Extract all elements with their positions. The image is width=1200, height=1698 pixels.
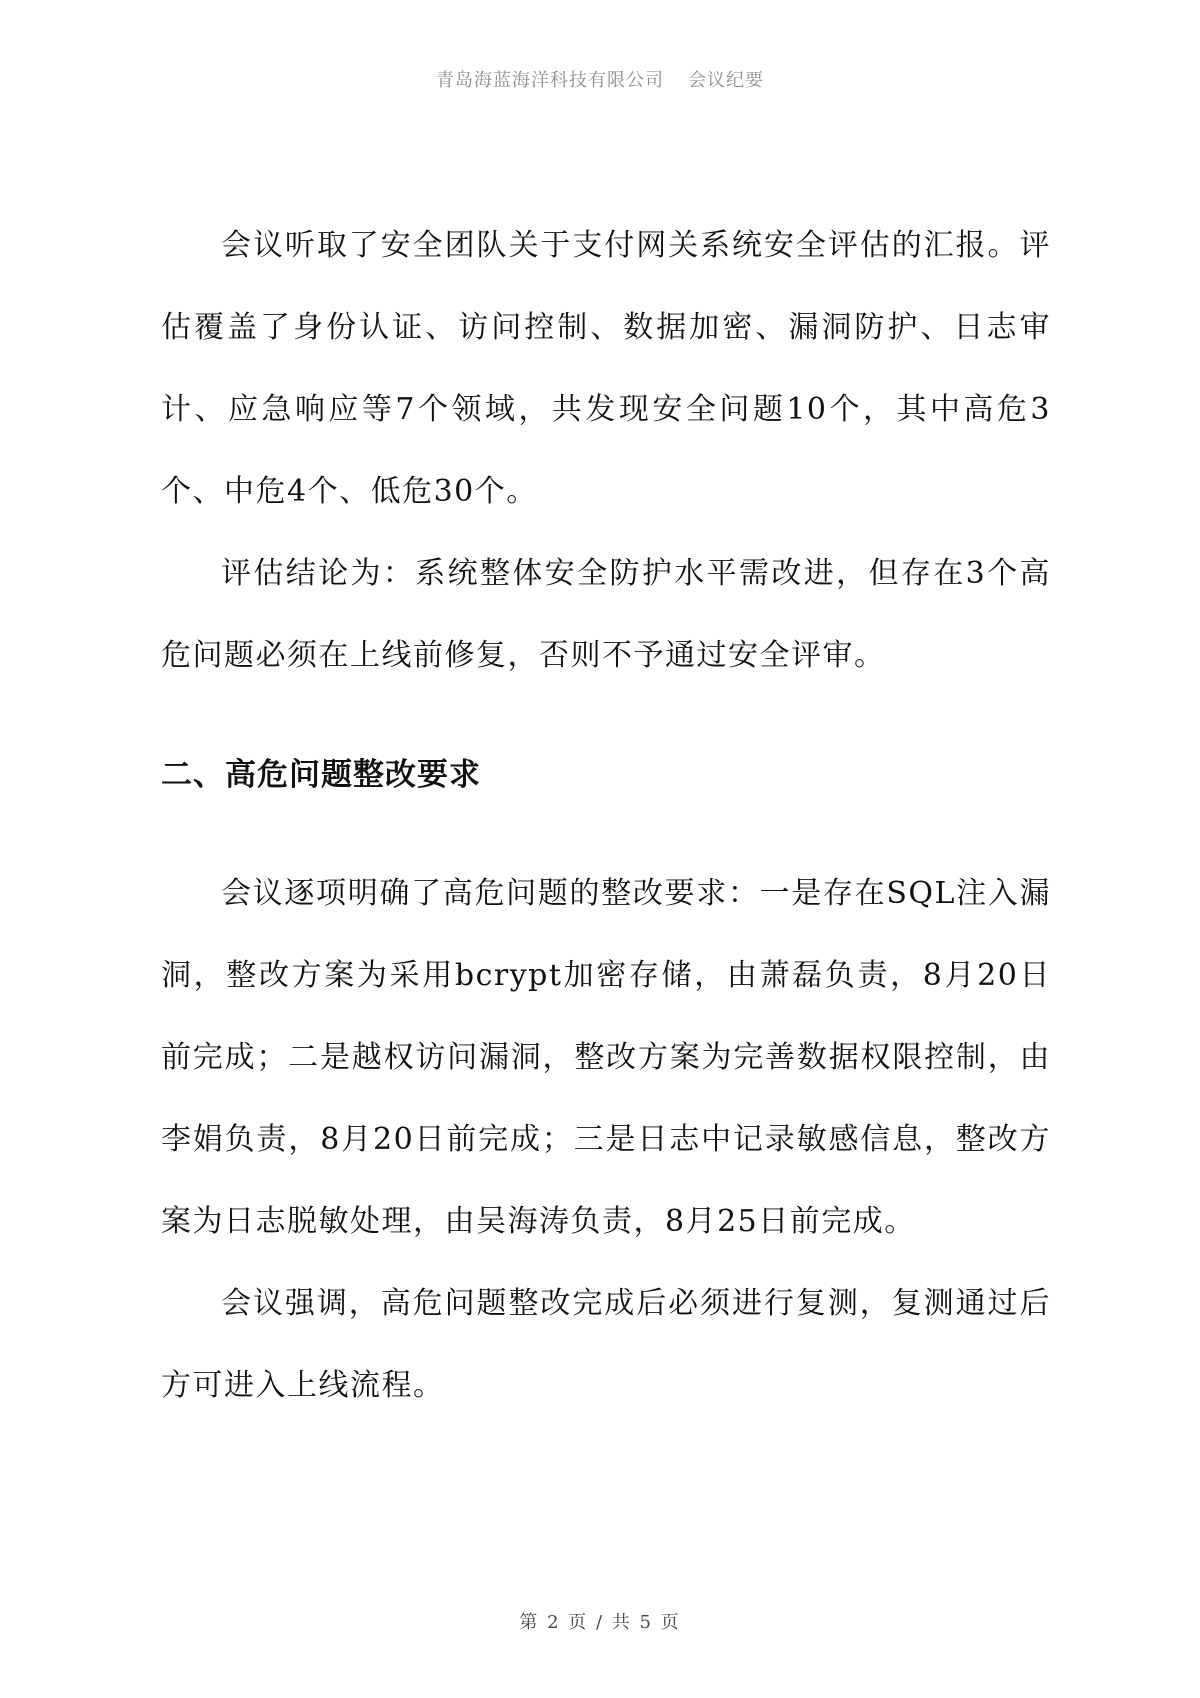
header-company: 青岛海蓝海洋科技有限公司 [436, 70, 664, 91]
header-doc-type: 会议纪要 [688, 70, 764, 91]
page-indicator: 第 2 页 / 共 5 页 [519, 1612, 681, 1633]
paragraph-remediation-requirements: 会议逐项明确了高危问题的整改要求：一是存在SQL注入漏洞，整改方案为采用bcrypt加密存储，由萧磊负责，8月20日前完成；二是越权访问漏洞，整改方案为完善数据权限控制，由李娟负责，8月20日前完成；三是日志中记录敏感信息，整改方案为日志脱敏处理，由吴海涛负责，8月25日前完成。 [161, 876, 1051, 1239]
page-header [0, 66, 1200, 92]
paragraph-retest-emphasis: 会议强调，高危问题整改完成后必须进行复测，复测通过后方可进入上线流程。 [161, 1286, 1051, 1403]
section-heading-high-risk: 二、高危问题整改要求 [161, 757, 481, 793]
paragraph-assessment-summary: 会议听取了安全团队关于支付网关系统安全评估的汇报。评估覆盖了身份认证、访问控制、数据加密、漏洞防护、日志审计、应急响应等7个领域，共发现安全问题10个，其中高危3个、中危4个、低危30个。 [161, 228, 1051, 509]
page-footer [0, 1608, 1200, 1634]
paragraph-assessment-conclusion: 评估结论为：系统整体安全防护水平需改进，但存在3个高危问题必须在上线前修复，否则不予通过安全评审。 [161, 556, 1051, 673]
document-body [161, 205, 1051, 1427]
